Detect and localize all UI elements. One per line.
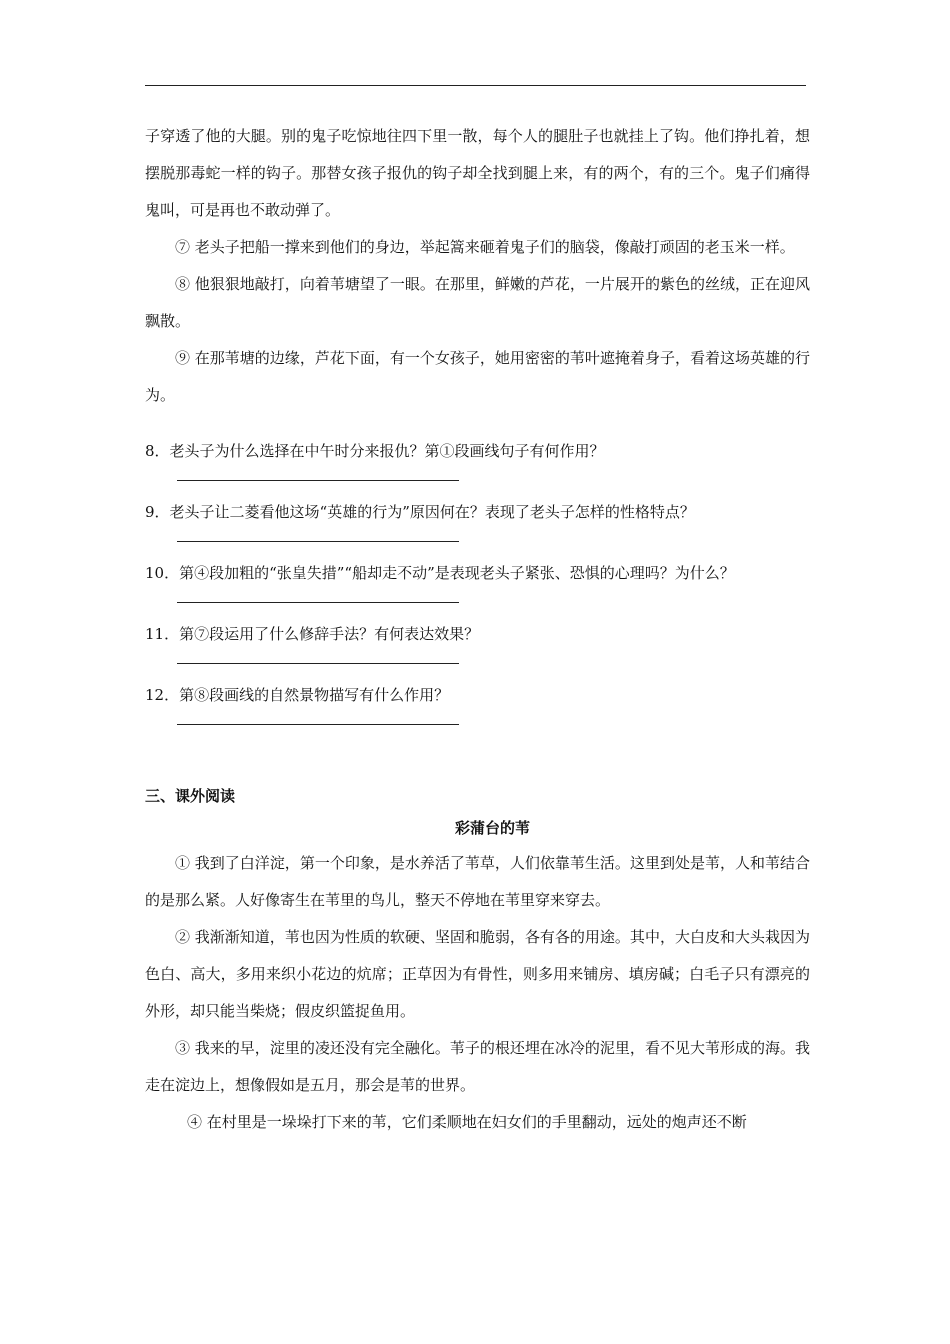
- article-paragraph-2: ② 我渐渐知道，苇也因为性质的软硬、坚固和脆弱，各有各的用途。其中，大白皮和大头栽因为色白、高大，多用来织小花边的炕席；正草因为有骨性，则多用来铺房、填房碱；白毛子只有漂亮的外形，却只能当柴烧；假皮织篮捉鱼用。: [145, 928, 810, 1020]
- article-paragraph-4: ④ 在村里是一垛垛打下来的苇，它们柔顺地在妇女们的手里翻动，远处的炮声还不断: [187, 1113, 747, 1131]
- passage-paragraph-7: ⑦ 老头子把船一撑来到他们的身边，举起篙来砸着鬼子们的脑袋，像敲打顽固的老玉米一样。: [175, 238, 795, 256]
- article-paragraph-3: ③ 我来的早，淀里的凌还没有完全融化。苇子的根还埋在冰冷的泥里，看不见大苇形成的海。我走在淀边上，想像假如是五月，那会是苇的世界。: [145, 1039, 810, 1094]
- section-heading: 三、课外阅读: [145, 787, 236, 805]
- document-page: [145, 118, 810, 1141]
- answer-line-9[interactable]: [177, 541, 459, 542]
- passage-paragraph-8: ⑧ 他狠狠地敲打，向着苇塘望了一眼。在那里，鲜嫩的芦花，一片展开的紫色的丝绒，正在迎风飘散。: [145, 275, 810, 330]
- answer-line-10[interactable]: [177, 602, 459, 603]
- passage-paragraph-9: ⑨ 在那苇塘的边缘，芦花下面，有一个女孩子，她用密密的苇叶遮掩着身子，看着这场英雄的行为。: [145, 349, 810, 404]
- question-8: 8．老头子为什么选择在中午时分来报仇？第①段画线句子有何作用？: [145, 442, 605, 460]
- header-rule: [145, 85, 806, 86]
- question-10: 10．第④段加粗的“张皇失措”“船却走不动”是表现老头子紧张、恐惧的心理吗？为什么？: [145, 564, 735, 582]
- question-9: 9．老头子让二菱看他这场“英雄的行为”原因何在？表现了老头子怎样的性格特点？: [145, 503, 695, 521]
- question-11: 11．第⑦段运用了什么修辞手法？有何表达效果？: [145, 625, 480, 643]
- answer-line-12[interactable]: [177, 724, 459, 725]
- answer-line-11[interactable]: [177, 663, 459, 664]
- passage-paragraph-cont: 子穿透了他的大腿。别的鬼子吃惊地往四下里一散，每个人的腿肚子也就挂上了钩。他们挣扎着，想摆脱那毒蛇一样的钩子。那替女孩子报仇的钩子却全找到腿上来，有的两个，有的三个。鬼子们痛得鬼叫，可是再也不敢动弹了。: [145, 127, 810, 219]
- answer-line-8[interactable]: [177, 480, 459, 481]
- question-12: 12．第⑧段画线的自然景物描写有什么作用？: [145, 686, 450, 704]
- article-title: 彩蒲台的苇: [454, 819, 530, 837]
- article-paragraph-1: ① 我到了白洋淀，第一个印象，是水养活了苇草，人们依靠苇生活。这里到处是苇，人和苇结合的是那么紧。人好像寄生在苇里的鸟儿，整天不停地在苇里穿来穿去。: [145, 854, 810, 909]
